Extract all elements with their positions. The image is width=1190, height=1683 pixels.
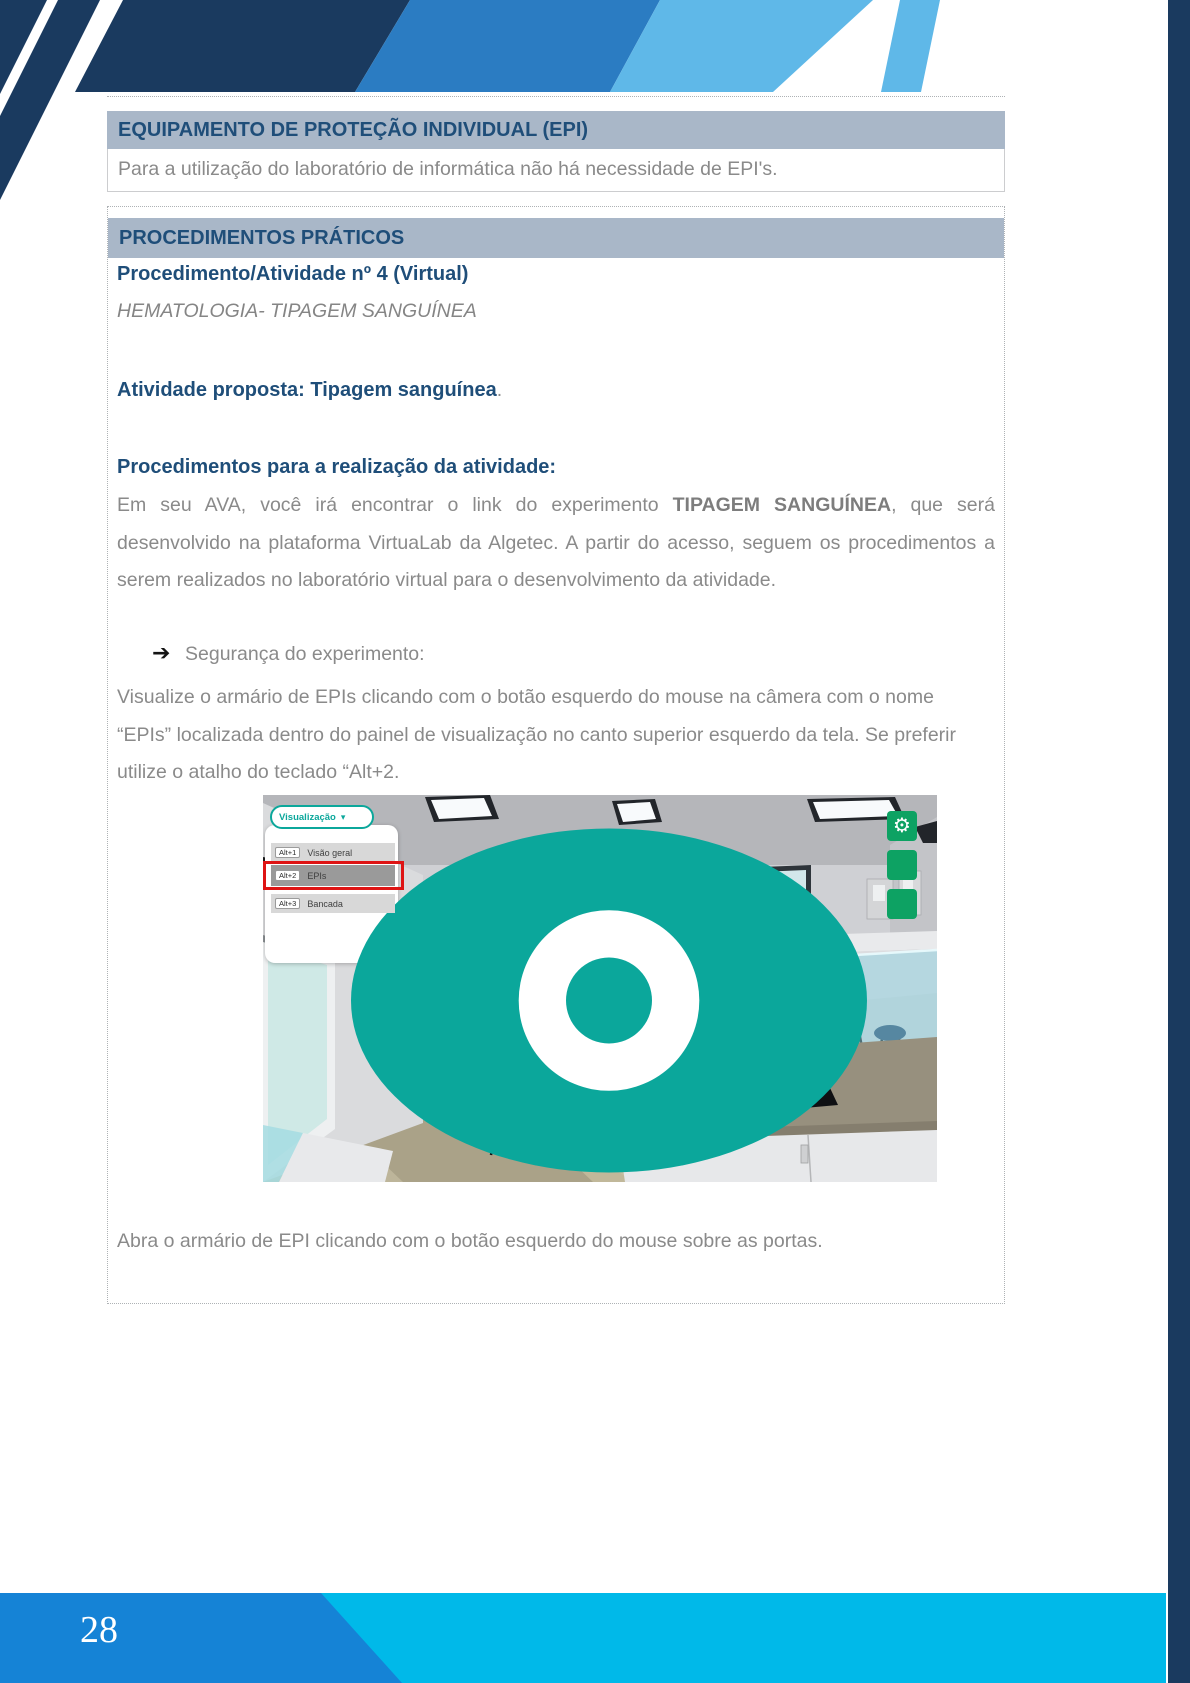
- section-title-epi: EQUIPAMENTO DE PROTEÇÃO INDIVIDUAL (EPI): [118, 119, 589, 141]
- view-option-visao-geral: [271, 843, 395, 862]
- section-title-practical: PROCEDIMENTOS PRÁTICOS: [119, 227, 405, 249]
- shortcut-badge: Alt+2: [275, 870, 300, 882]
- shortcut-badge: Alt+3: [275, 898, 300, 910]
- instruction-paragraph: Visualize o armário de EPIs clicando com o botão esquerdo do mouse na câmera com o nome “EPIs” localizada dentro do painel de visualização no canto superior esquerdo da tela. Se preferir utilize o atalho do teclado “Alt+2.: [117, 686, 956, 783]
- shortcut-badge: Alt+1: [275, 847, 300, 859]
- page-number: 28: [80, 1609, 118, 1651]
- epi-body-text: Para a utilização do laboratório de informática não há necessidade de EPI's.: [118, 158, 778, 180]
- section-header-practical: [108, 218, 1004, 258]
- view-option-label: EPIs: [307, 870, 327, 881]
- virtualab-screenshot: [263, 795, 937, 1182]
- shield-icon: [887, 889, 937, 1182]
- intro-text-1: Em seu AVA, você irá encontrar o link do experimento: [117, 494, 673, 516]
- section-body-epi: [107, 149, 1005, 192]
- red-highlight-box: [263, 861, 404, 890]
- intro-paragraph: [117, 487, 995, 600]
- activity-proposed-period: .: [496, 379, 503, 401]
- right-edge-stripe: [1168, 0, 1190, 1683]
- figure-caption: Abra o armário de EPI clicando com o botão esquerdo do mouse sobre as portas.: [117, 1230, 823, 1252]
- view-option-label: Bancada: [307, 898, 343, 909]
- section-header-epi: [107, 111, 1005, 149]
- activity-proposed-line: [117, 379, 502, 402]
- section-divider-dotted: [107, 96, 1005, 97]
- view-option-bancada: [271, 894, 395, 913]
- gear-icon: ⚙: [893, 815, 911, 837]
- settings-button: [887, 811, 917, 841]
- intro-text-2: , que será desenvolvido na plataforma VirtuaLab da Algetec. A partir do acesso, seguem os procedimentos a serem realizados no laboratório virtual para o desenvolvimento da atividade.: [117, 494, 995, 591]
- arrow-bullet-icon: ➔: [152, 640, 171, 665]
- chevron-down-icon: ▾: [340, 811, 346, 822]
- visualization-dropdown: [270, 805, 374, 829]
- visualization-title: Visualização: [279, 811, 336, 823]
- safety-button: [887, 889, 917, 919]
- steps-heading: Procedimentos para a realização da atividade:: [117, 456, 557, 478]
- discipline-title: HEMATOLOGIA- TIPAGEM SANGUÍNEA: [117, 300, 477, 322]
- bullet-text: Segurança do experimento:: [185, 643, 425, 665]
- procedure-heading: Procedimento/Atividade nº 4 (Virtual): [117, 263, 469, 285]
- view-option-label: Visão geral: [307, 847, 353, 858]
- activity-proposed-bold: Atividade proposta: Tipagem sanguínea: [117, 379, 497, 401]
- intro-experiment-name: TIPAGEM SANGUÍNEA: [672, 494, 892, 516]
- notes-button: [887, 850, 917, 880]
